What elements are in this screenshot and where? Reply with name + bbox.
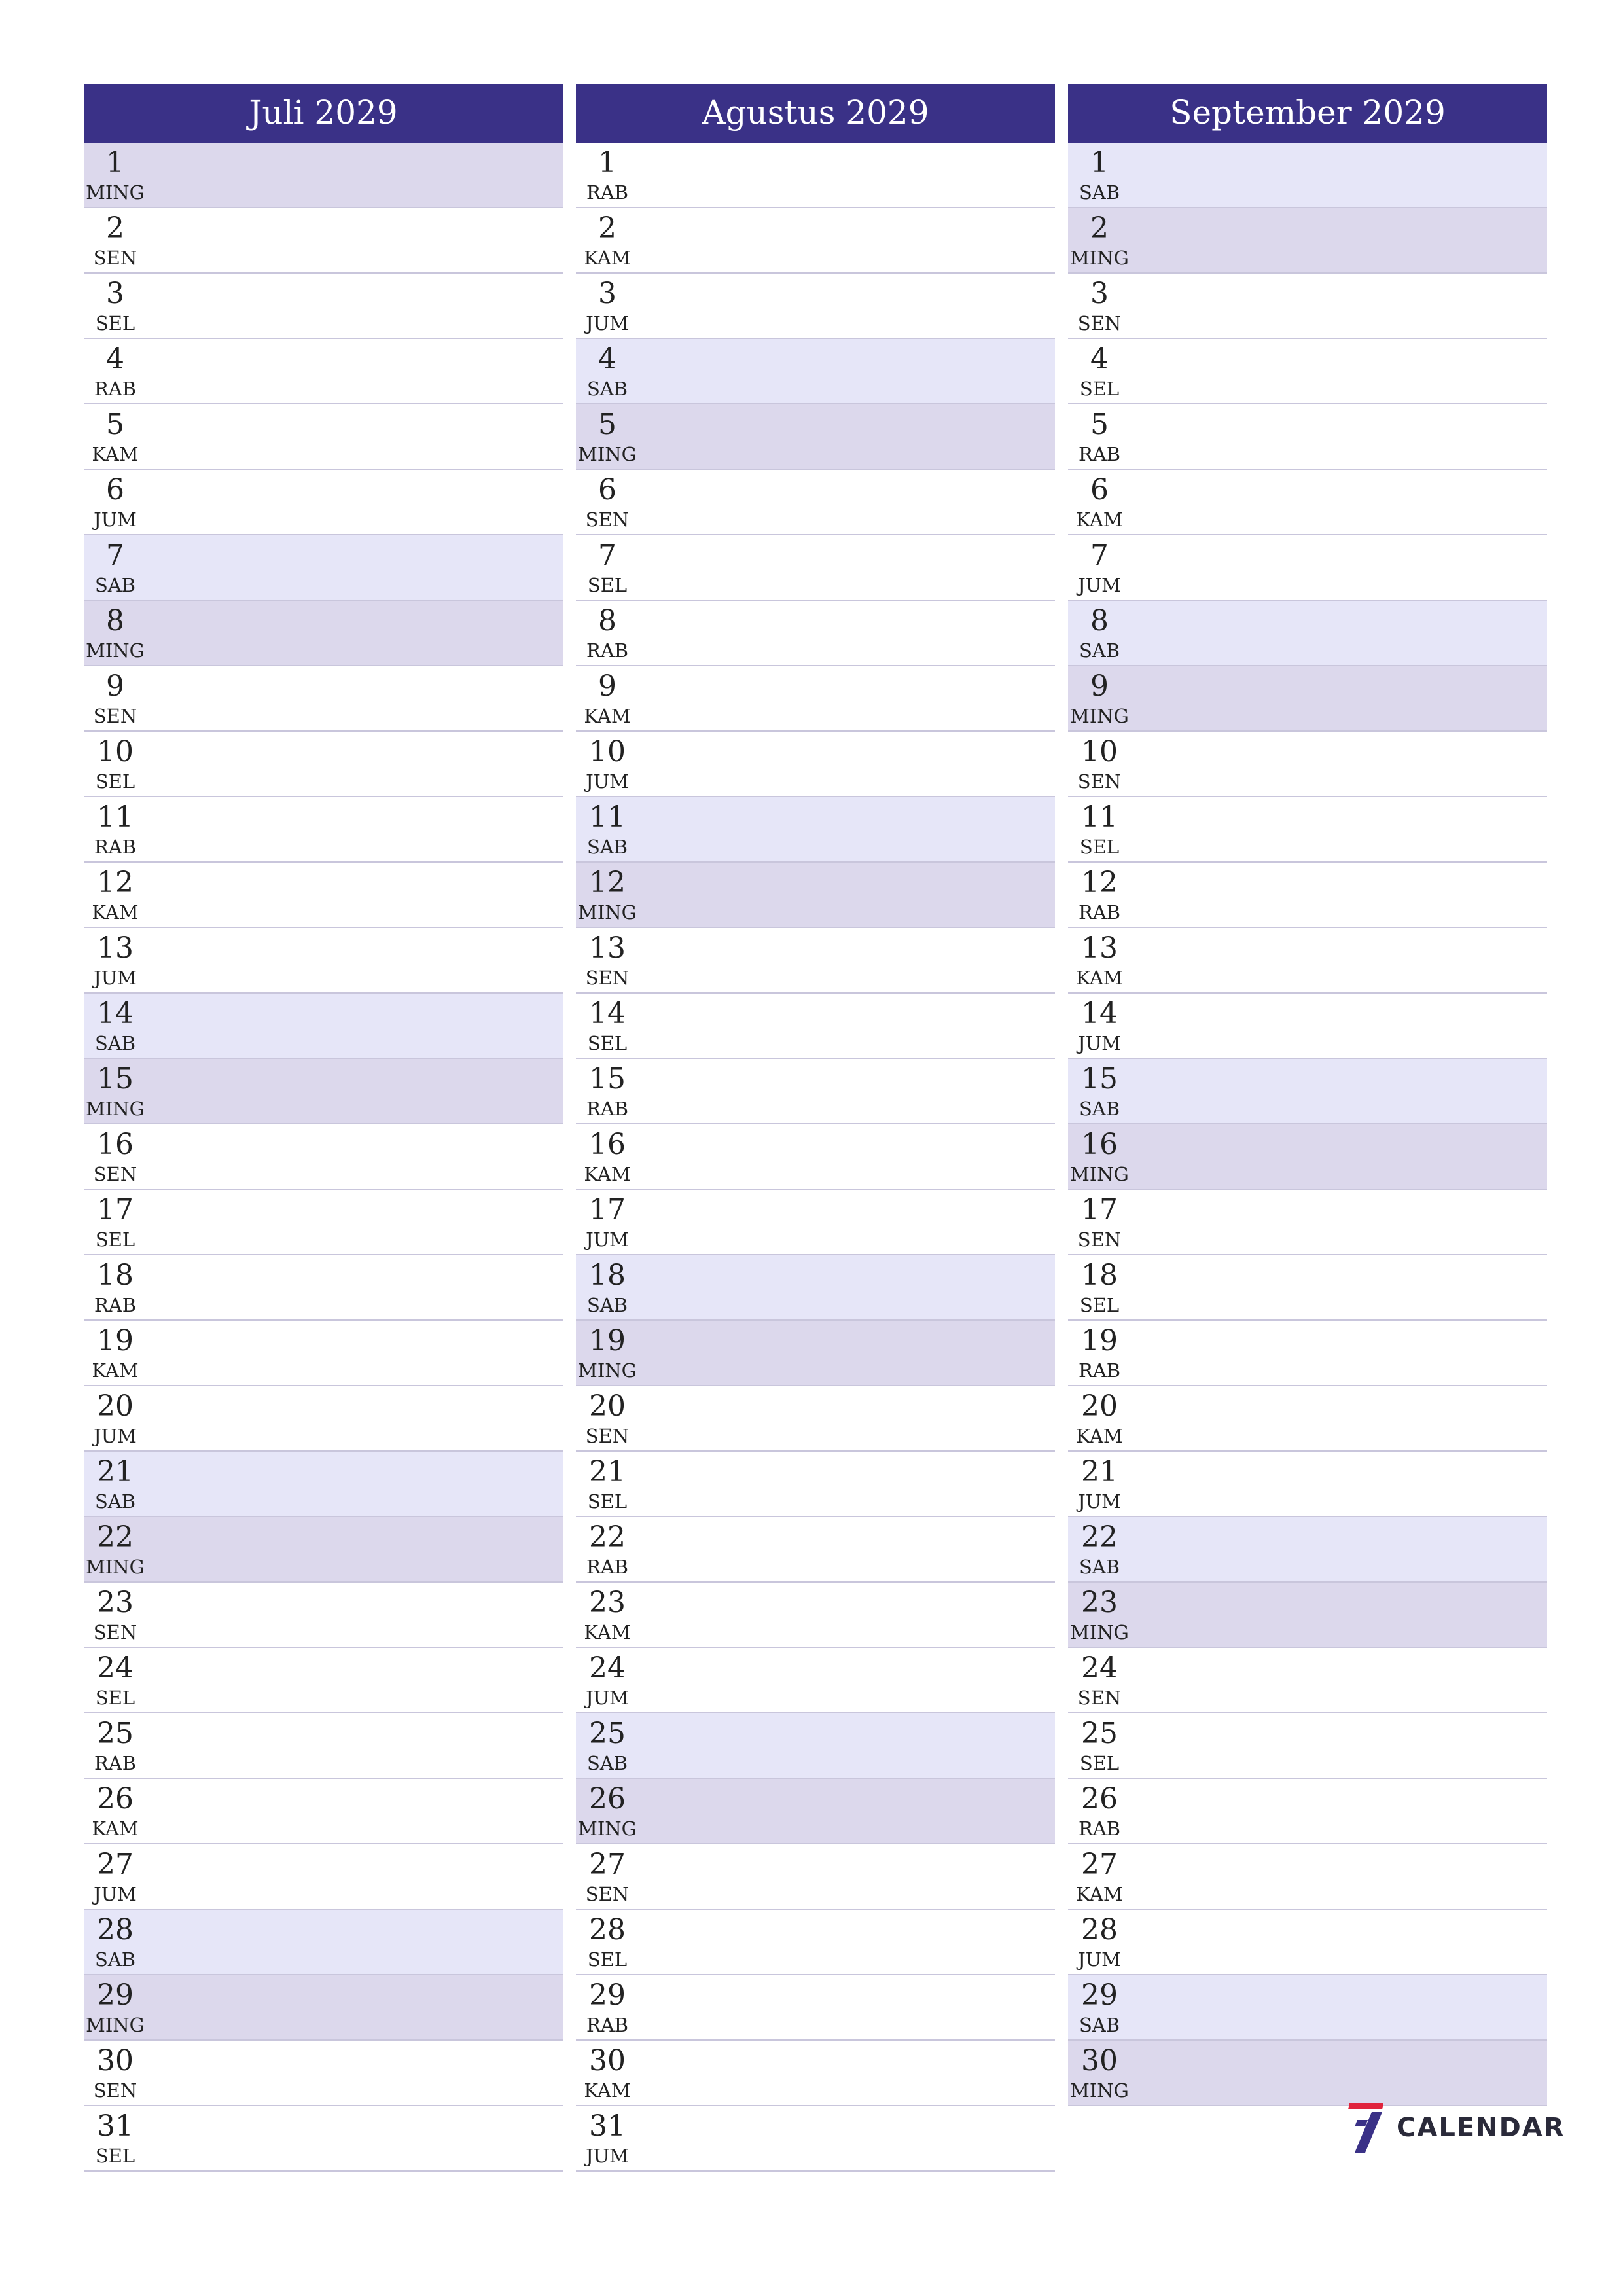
- day-list: [1068, 143, 1547, 2106]
- weekday-label: SAB: [94, 1032, 136, 1054]
- weekday-label: MING: [578, 443, 637, 465]
- day-row: [84, 1583, 563, 1648]
- day-number: 22: [97, 1520, 134, 1554]
- day-row: [84, 1452, 563, 1517]
- day-number: 17: [97, 1193, 134, 1227]
- weekday-label: KAM: [584, 2079, 631, 2102]
- weekday-label: KAM: [92, 1359, 139, 1382]
- day-row: [84, 1059, 563, 1124]
- day-number: 21: [589, 1455, 626, 1488]
- day-row: [1068, 1190, 1547, 1255]
- weekday-label: RAB: [1078, 443, 1121, 465]
- day-row: [576, 2106, 1055, 2172]
- weekday-label: SAB: [94, 574, 136, 596]
- day-row: [1068, 666, 1547, 732]
- month-column-september: [1068, 84, 1547, 2106]
- day-number: 29: [97, 1979, 134, 2012]
- day-number: 26: [1081, 1782, 1118, 1816]
- day-number: 31: [97, 2109, 134, 2143]
- day-row: [576, 601, 1055, 666]
- weekday-label: SEL: [95, 1687, 135, 1709]
- day-row: [1068, 1517, 1547, 1583]
- day-number: 1: [598, 146, 616, 179]
- day-row: [576, 1975, 1055, 2041]
- day-number: 19: [589, 1324, 626, 1357]
- day-number: 9: [598, 670, 616, 703]
- day-list: [576, 143, 1055, 2172]
- weekday-label: RAB: [586, 639, 629, 662]
- day-number: 25: [589, 1717, 626, 1750]
- day-number: 9: [1090, 670, 1109, 703]
- day-number: 31: [589, 2109, 626, 2143]
- weekday-label: MING: [578, 901, 637, 924]
- day-row: [576, 1386, 1055, 1452]
- day-row: [1068, 928, 1547, 994]
- day-number: 29: [1081, 1979, 1118, 2012]
- day-row: [576, 208, 1055, 274]
- weekday-label: KAM: [584, 247, 631, 269]
- day-number: 1: [106, 146, 124, 179]
- day-row: [1068, 1844, 1547, 1910]
- month-title: Juli 2029: [84, 84, 563, 143]
- day-number: 24: [97, 1651, 134, 1685]
- day-row: [84, 1255, 563, 1321]
- weekday-label: SEL: [587, 1490, 628, 1513]
- weekday-label: SAB: [94, 1948, 136, 1971]
- day-row: [1068, 1059, 1547, 1124]
- weekday-label: SEL: [587, 1948, 628, 1971]
- day-number: 15: [97, 1062, 134, 1096]
- weekday-label: KAM: [92, 901, 139, 924]
- weekday-label: SAB: [586, 836, 628, 858]
- day-number: 23: [97, 1586, 134, 1619]
- weekday-label: JUM: [94, 967, 137, 989]
- day-number: 20: [589, 1390, 626, 1423]
- day-row: [84, 1517, 563, 1583]
- day-row: [576, 1452, 1055, 1517]
- day-number: 22: [589, 1520, 626, 1554]
- day-number: 25: [1081, 1717, 1118, 1750]
- day-number: 19: [1081, 1324, 1118, 1357]
- day-row: [84, 1124, 563, 1190]
- day-row: [576, 1124, 1055, 1190]
- weekday-label: MING: [1070, 2079, 1129, 2102]
- day-row: [576, 535, 1055, 601]
- day-row: [576, 339, 1055, 404]
- day-row: [576, 797, 1055, 863]
- day-row: [84, 601, 563, 666]
- weekday-label: RAB: [586, 181, 629, 204]
- day-number: 12: [97, 866, 134, 899]
- weekday-label: KAM: [92, 443, 139, 465]
- weekday-label: RAB: [94, 378, 137, 400]
- month-title: September 2029: [1068, 84, 1547, 143]
- day-number: 11: [589, 800, 626, 834]
- day-row: [576, 1059, 1055, 1124]
- day-number: 20: [97, 1390, 134, 1423]
- day-number: 20: [1081, 1390, 1118, 1423]
- weekday-label: SEN: [93, 1621, 137, 1643]
- day-number: 22: [1081, 1520, 1118, 1554]
- day-row: [84, 339, 563, 404]
- day-row: [1068, 339, 1547, 404]
- month-column-juli: [84, 84, 563, 2172]
- weekday-label: MING: [1070, 1163, 1129, 1185]
- day-row: [84, 274, 563, 339]
- month-column-agustus: [576, 84, 1055, 2172]
- weekday-label: SEN: [1077, 770, 1122, 793]
- weekday-label: SAB: [1079, 181, 1120, 204]
- day-number: 10: [1081, 735, 1118, 768]
- day-number: 5: [598, 408, 616, 441]
- day-row: [84, 143, 563, 208]
- day-row: [84, 732, 563, 797]
- weekday-label: KAM: [1076, 1883, 1123, 1905]
- day-number: 24: [1081, 1651, 1118, 1685]
- day-number: 12: [589, 866, 626, 899]
- day-number: 8: [598, 604, 616, 637]
- day-list: [84, 143, 563, 2172]
- day-number: 10: [589, 735, 626, 768]
- day-number: 29: [589, 1979, 626, 2012]
- day-number: 12: [1081, 866, 1118, 899]
- day-row: [576, 1517, 1055, 1583]
- day-number: 18: [589, 1259, 626, 1292]
- day-number: 14: [97, 997, 134, 1030]
- day-row: [576, 1910, 1055, 1975]
- weekday-label: SEN: [93, 1163, 137, 1185]
- weekday-label: JUM: [586, 1229, 629, 1251]
- day-number: 17: [1081, 1193, 1118, 1227]
- weekday-label: RAB: [1078, 1818, 1121, 1840]
- day-number: 13: [589, 931, 626, 965]
- day-row: [1068, 1321, 1547, 1386]
- weekday-label: SEN: [585, 967, 630, 989]
- day-number: 2: [598, 211, 616, 245]
- weekday-label: SAB: [1079, 639, 1120, 662]
- weekday-label: SEL: [587, 1032, 628, 1054]
- day-row: [1068, 404, 1547, 470]
- day-row: [576, 470, 1055, 535]
- day-row: [576, 1779, 1055, 1844]
- day-row: [576, 1844, 1055, 1910]
- day-row: [1068, 601, 1547, 666]
- day-number: 13: [97, 931, 134, 965]
- day-number: 7: [1090, 539, 1109, 572]
- day-number: 15: [589, 1062, 626, 1096]
- day-row: [1068, 274, 1547, 339]
- weekday-label: JUM: [586, 1687, 629, 1709]
- day-row: [1068, 1910, 1547, 1975]
- day-row: [84, 404, 563, 470]
- weekday-label: RAB: [1078, 1359, 1121, 1382]
- weekday-label: MING: [86, 2014, 145, 2036]
- weekday-label: JUM: [94, 1883, 137, 1905]
- day-number: 30: [1081, 2044, 1118, 2077]
- weekday-label: SEL: [1079, 836, 1120, 858]
- day-number: 17: [589, 1193, 626, 1227]
- weekday-label: RAB: [94, 836, 137, 858]
- weekday-label: SEL: [1079, 1752, 1120, 1774]
- day-row: [84, 1910, 563, 1975]
- weekday-label: JUM: [94, 1425, 137, 1447]
- day-row: [1068, 1975, 1547, 2041]
- day-number: 5: [1090, 408, 1109, 441]
- day-row: [1068, 1452, 1547, 1517]
- day-row: [576, 1583, 1055, 1648]
- day-row: [1068, 797, 1547, 863]
- day-number: 3: [1090, 277, 1109, 310]
- day-number: 2: [106, 211, 124, 245]
- day-row: [84, 1648, 563, 1713]
- day-row: [84, 994, 563, 1059]
- day-row: [576, 143, 1055, 208]
- weekday-label: SAB: [1079, 1556, 1120, 1578]
- weekday-label: KAM: [584, 705, 631, 727]
- day-row: [576, 928, 1055, 994]
- weekday-label: JUM: [586, 2145, 629, 2167]
- seven-logo-icon: [1346, 2100, 1387, 2155]
- weekday-label: MING: [578, 1818, 637, 1840]
- day-number: 3: [106, 277, 124, 310]
- day-number: 26: [97, 1782, 134, 1816]
- day-row: [84, 797, 563, 863]
- day-row: [1068, 1124, 1547, 1190]
- day-row: [84, 666, 563, 732]
- day-row: [576, 1321, 1055, 1386]
- day-number: 16: [589, 1128, 626, 1161]
- day-number: 26: [589, 1782, 626, 1816]
- day-number: 10: [97, 735, 134, 768]
- weekday-label: SEN: [93, 705, 137, 727]
- day-number: 9: [106, 670, 124, 703]
- weekday-label: KAM: [92, 1818, 139, 1840]
- day-number: 25: [97, 1717, 134, 1750]
- day-number: 6: [1090, 473, 1109, 507]
- day-row: [576, 1713, 1055, 1779]
- day-number: 27: [589, 1848, 626, 1881]
- day-row: [84, 1844, 563, 1910]
- day-row: [576, 1648, 1055, 1713]
- weekday-label: JUM: [586, 770, 629, 793]
- weekday-label: RAB: [1078, 901, 1121, 924]
- day-number: 2: [1090, 211, 1109, 245]
- day-row: [84, 1713, 563, 1779]
- day-number: 23: [589, 1586, 626, 1619]
- day-row: [1068, 863, 1547, 928]
- weekday-label: MING: [1070, 247, 1129, 269]
- day-row: [84, 863, 563, 928]
- weekday-label: KAM: [1076, 967, 1123, 989]
- weekday-label: MING: [86, 1556, 145, 1578]
- day-row: [1068, 1713, 1547, 1779]
- weekday-label: SAB: [586, 1752, 628, 1774]
- day-row: [576, 2041, 1055, 2106]
- day-number: 28: [589, 1913, 626, 1946]
- weekday-label: SAB: [1079, 1098, 1120, 1120]
- weekday-label: SAB: [586, 1294, 628, 1316]
- day-number: 28: [1081, 1913, 1118, 1946]
- day-row: [84, 2106, 563, 2172]
- weekday-label: JUM: [94, 509, 137, 531]
- day-number: 11: [97, 800, 134, 834]
- day-row: [84, 1190, 563, 1255]
- weekday-label: SEN: [1077, 1687, 1122, 1709]
- day-row: [1068, 1583, 1547, 1648]
- weekday-label: MING: [86, 181, 145, 204]
- weekday-label: SEL: [95, 312, 135, 334]
- day-row: [84, 208, 563, 274]
- weekday-label: MING: [1070, 1621, 1129, 1643]
- weekday-label: MING: [86, 1098, 145, 1120]
- day-number: 27: [97, 1848, 134, 1881]
- weekday-label: SEL: [1079, 378, 1120, 400]
- brand-name: CALENDAR: [1397, 2113, 1565, 2143]
- day-row: [576, 666, 1055, 732]
- weekday-label: SAB: [94, 1490, 136, 1513]
- day-row: [1068, 2041, 1547, 2106]
- weekday-label: MING: [1070, 705, 1129, 727]
- weekday-label: SEN: [1077, 1229, 1122, 1251]
- weekday-label: RAB: [586, 2014, 629, 2036]
- day-number: 4: [598, 342, 616, 376]
- day-number: 8: [106, 604, 124, 637]
- weekday-label: SAB: [1079, 2014, 1120, 2036]
- day-row: [1068, 1255, 1547, 1321]
- weekday-label: SEN: [1077, 312, 1122, 334]
- day-row: [84, 928, 563, 994]
- day-number: 18: [97, 1259, 134, 1292]
- brand-logo: [1346, 2098, 1565, 2157]
- day-number: 7: [598, 539, 616, 572]
- day-row: [576, 404, 1055, 470]
- day-row: [84, 1386, 563, 1452]
- weekday-label: RAB: [586, 1098, 629, 1120]
- day-number: 14: [589, 997, 626, 1030]
- weekday-label: SAB: [586, 378, 628, 400]
- day-row: [576, 732, 1055, 797]
- weekday-label: JUM: [1078, 1490, 1121, 1513]
- weekday-label: SEL: [1079, 1294, 1120, 1316]
- weekday-label: SEN: [93, 247, 137, 269]
- weekday-label: SEN: [585, 1883, 630, 1905]
- day-row: [1068, 732, 1547, 797]
- day-number: 14: [1081, 997, 1118, 1030]
- day-number: 21: [97, 1455, 134, 1488]
- day-number: 24: [589, 1651, 626, 1685]
- day-row: [576, 863, 1055, 928]
- day-number: 13: [1081, 931, 1118, 965]
- day-row: [1068, 535, 1547, 601]
- weekday-label: KAM: [1076, 1425, 1123, 1447]
- day-row: [1068, 208, 1547, 274]
- day-number: 30: [97, 2044, 134, 2077]
- day-row: [84, 2041, 563, 2106]
- day-row: [1068, 994, 1547, 1059]
- day-number: 1: [1090, 146, 1109, 179]
- day-row: [84, 535, 563, 601]
- month-title: Agustus 2029: [576, 84, 1055, 143]
- weekday-label: JUM: [1078, 1948, 1121, 1971]
- day-number: 21: [1081, 1455, 1118, 1488]
- day-row: [1068, 1779, 1547, 1844]
- weekday-label: JUM: [1078, 574, 1121, 596]
- weekday-label: KAM: [1076, 509, 1123, 531]
- day-row: [576, 1190, 1055, 1255]
- day-row: [576, 1255, 1055, 1321]
- day-number: 15: [1081, 1062, 1118, 1096]
- day-number: 30: [589, 2044, 626, 2077]
- day-row: [1068, 143, 1547, 208]
- day-row: [576, 994, 1055, 1059]
- day-number: 7: [106, 539, 124, 572]
- day-number: 27: [1081, 1848, 1118, 1881]
- day-row: [84, 1321, 563, 1386]
- day-row: [84, 1975, 563, 2041]
- weekday-label: SEL: [587, 574, 628, 596]
- weekday-label: SEN: [585, 1425, 630, 1447]
- weekday-label: MING: [86, 639, 145, 662]
- weekday-label: RAB: [94, 1752, 137, 1774]
- day-number: 11: [1081, 800, 1118, 834]
- day-number: 5: [106, 408, 124, 441]
- day-number: 16: [97, 1128, 134, 1161]
- weekday-label: KAM: [584, 1163, 631, 1185]
- weekday-label: JUM: [1078, 1032, 1121, 1054]
- day-row: [1068, 470, 1547, 535]
- day-number: 16: [1081, 1128, 1118, 1161]
- weekday-label: JUM: [586, 312, 629, 334]
- weekday-label: MING: [578, 1359, 637, 1382]
- day-row: [84, 470, 563, 535]
- day-number: 6: [106, 473, 124, 507]
- day-number: 19: [97, 1324, 134, 1357]
- day-number: 18: [1081, 1259, 1118, 1292]
- weekday-label: SEL: [95, 770, 135, 793]
- weekday-label: SEN: [585, 509, 630, 531]
- day-row: [1068, 1386, 1547, 1452]
- day-number: 4: [106, 342, 124, 376]
- day-number: 3: [598, 277, 616, 310]
- day-number: 4: [1090, 342, 1109, 376]
- weekday-label: KAM: [584, 1621, 631, 1643]
- day-number: 8: [1090, 604, 1109, 637]
- weekday-label: SEN: [93, 2079, 137, 2102]
- weekday-label: RAB: [94, 1294, 137, 1316]
- day-number: 28: [97, 1913, 134, 1946]
- day-row: [1068, 1648, 1547, 1713]
- day-number: 23: [1081, 1586, 1118, 1619]
- weekday-label: SEL: [95, 1229, 135, 1251]
- day-number: 6: [598, 473, 616, 507]
- weekday-label: RAB: [586, 1556, 629, 1578]
- day-row: [84, 1779, 563, 1844]
- day-row: [576, 274, 1055, 339]
- weekday-label: SEL: [95, 2145, 135, 2167]
